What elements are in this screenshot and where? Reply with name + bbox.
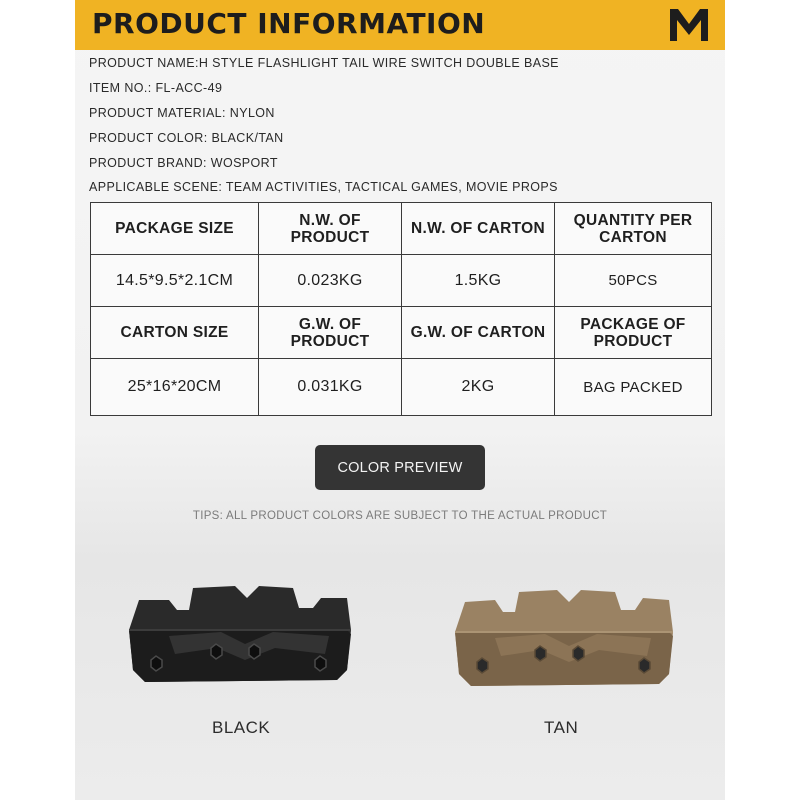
- color-label-tan: TAN: [544, 718, 579, 737]
- header-bar: [75, 0, 725, 50]
- product-sheet: [75, 0, 725, 800]
- header-carton-size: CARTON SIZE: [91, 307, 259, 359]
- header-gw-product: G.W. OF PRODUCT: [259, 307, 402, 359]
- value-quantity-per-carton: 50PCS: [555, 255, 712, 307]
- value-gw-carton: 2KG: [402, 359, 555, 416]
- info-product-name: PRODUCT NAME:H STYLE FLASHLIGHT TAIL WIRE SWITCH DOUBLE BASE: [89, 56, 559, 70]
- header-nw-product: N.W. OF PRODUCT: [259, 203, 402, 255]
- header-quantity-per-carton: QUANTITY PER CARTON: [555, 203, 712, 255]
- page-title: PRODUCT INFORMATION: [92, 7, 486, 40]
- specs-table: [90, 202, 712, 416]
- product-image-black: [125, 578, 355, 698]
- value-nw-carton: 1.5KG: [402, 255, 555, 307]
- info-item-no: ITEM NO.: FL-ACC-49: [89, 81, 223, 95]
- info-scene: APPLICABLE SCENE: TEAM ACTIVITIES, TACTICAL GAMES, MOVIE PROPS: [89, 180, 558, 194]
- value-package-size: 14.5*9.5*2.1CM: [91, 255, 259, 307]
- table-row: [91, 359, 712, 416]
- w-logo-icon: [670, 9, 708, 41]
- header-package-of-product: PACKAGE OF PRODUCT: [555, 307, 712, 359]
- value-nw-product: 0.023KG: [259, 255, 402, 307]
- header-gw-carton: G.W. OF CARTON: [402, 307, 555, 359]
- header-nw-carton: N.W. OF CARTON: [402, 203, 555, 255]
- value-gw-product: 0.031KG: [259, 359, 402, 416]
- value-package-of-product: BAG PACKED: [555, 359, 712, 416]
- header-package-size: PACKAGE SIZE: [91, 203, 259, 255]
- value-carton-size: 25*16*20CM: [91, 359, 259, 416]
- table-row: [91, 307, 712, 359]
- product-image-tan: [453, 584, 677, 700]
- info-brand: PRODUCT BRAND: WOSPORT: [89, 156, 278, 170]
- tips-text: TIPS: ALL PRODUCT COLORS ARE SUBJECT TO THE ACTUAL PRODUCT: [192, 510, 608, 522]
- info-color: PRODUCT COLOR: BLACK/TAN: [89, 131, 284, 145]
- table-row: [91, 203, 712, 255]
- table-row: [91, 255, 712, 307]
- color-preview-button[interactable]: COLOR PREVIEW: [315, 445, 485, 490]
- info-material: PRODUCT MATERIAL: NYLON: [89, 106, 275, 120]
- color-label-black: BLACK: [212, 718, 271, 737]
